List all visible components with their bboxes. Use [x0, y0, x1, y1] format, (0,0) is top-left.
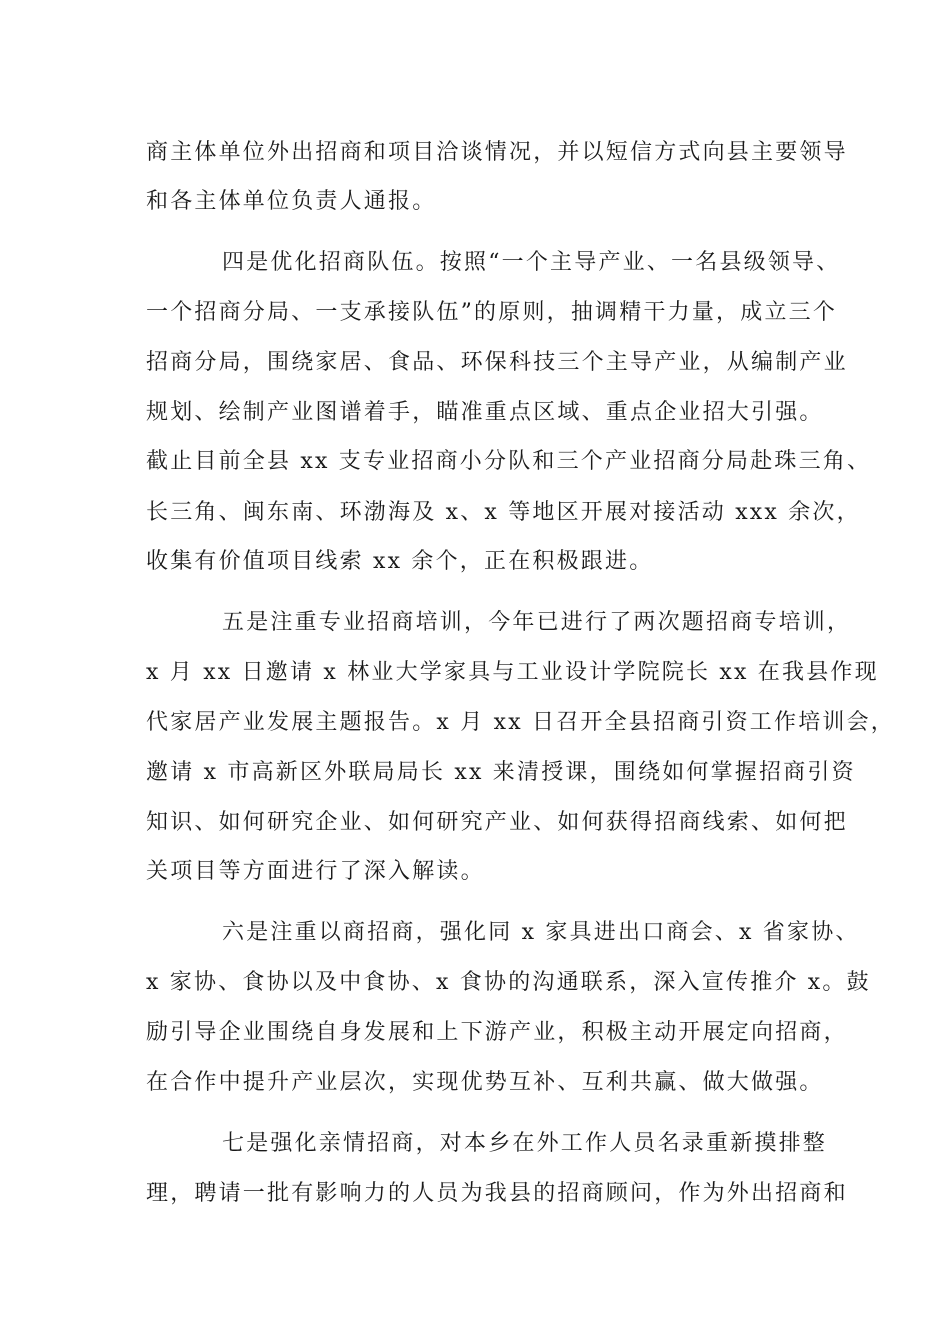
text-line: 知识、如何研究企业、如何研究产业、如何获得招商线索、如何把 [146, 810, 848, 835]
text-line: x 家协、食协以及中食协、x 食协的沟通联系，深入宣传推介 x。鼓 [146, 970, 871, 995]
text-line: 和各主体单位负责人通报。 [146, 189, 437, 214]
text-line: 代家居产业发展主题报告。x 月 xx 日召开全县招商引资工作培训会， [146, 710, 896, 735]
text-line: 商主体单位外出招商和项目洽谈情况，并以短信方式向县主要领导 [146, 140, 848, 165]
text-line: 收集有价值项目线索 xx 余个，正在积极跟进。 [146, 549, 654, 574]
text-line: 招商分局，围绕家居、食品、环保科技三个主导产业，从编制产业 [146, 350, 848, 375]
text-line: 关项目等方面进行了深入解读。 [146, 859, 485, 884]
text-line: 六是注重以商招商，强化同 x 家具进出口商会、x 省家协、 [222, 920, 860, 945]
text-line: 在合作中提升产业层次，实现优势互补、互利共赢、做大做强。 [146, 1070, 824, 1095]
text-line: 一个招商分局、一支承接队伍”的原则，抽调精干力量，成立三个 [146, 300, 838, 325]
text-line: 四是优化招商队伍。按照“一个主导产业、一名县级领导、 [222, 250, 841, 275]
text-line: 五是注重专业招商培训，今年已进行了两次题招商专培训， [222, 610, 852, 635]
text-line: 邀请 x 市高新区外联局局长 xx 来清授课，围绕如何掌握招商引资 [146, 760, 856, 785]
text-line: 励引导企业围绕自身发展和上下游产业，积极主动开展定向招商， [146, 1020, 848, 1045]
text-line: 长三角、闽东南、环渤海及 x、x 等地区开展对接活动 xxx 余次， [146, 500, 861, 525]
text-line: x 月 xx 日邀请 x 林业大学家具与工业设计学院院长 xx 在我县作现 [146, 660, 879, 685]
text-line: 截止目前全县 xx 支专业招商小分队和三个产业招商分局赴珠三角、 [146, 449, 872, 474]
text-line: 七是强化亲情招商，对本乡在外工作人员名录重新摸排整 [222, 1131, 828, 1156]
text-line: 理，聘请一批有影响力的人员为我县的招商顾问，作为外出招商和 [146, 1181, 848, 1206]
text-line: 规划、绘制产业图谱着手，瞄准重点区域、重点企业招大引强。 [146, 400, 824, 425]
